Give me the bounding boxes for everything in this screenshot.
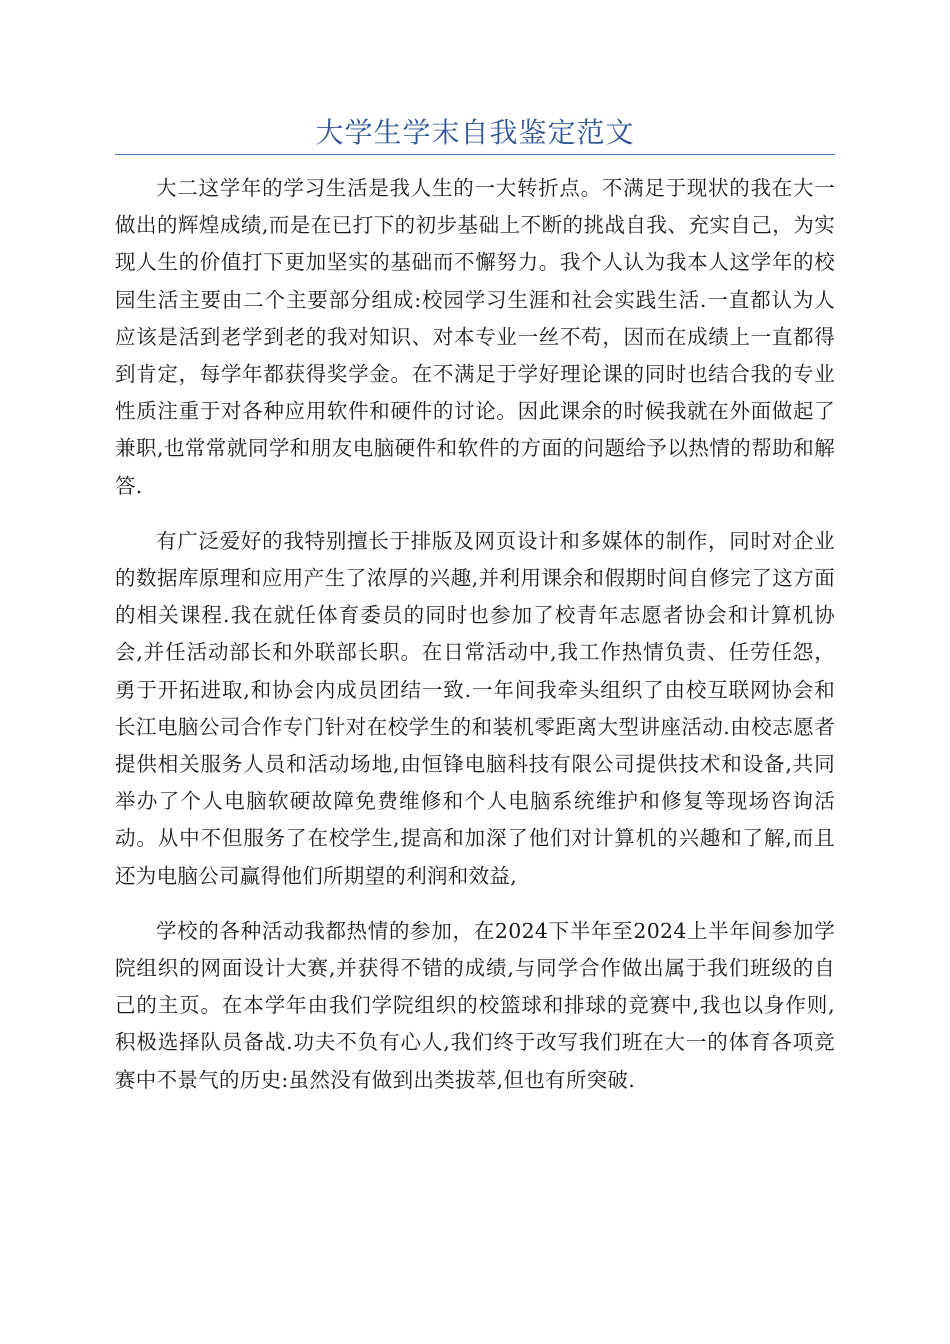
title-underline xyxy=(115,154,835,155)
paragraph-3: 学校的各种活动我都热情的参加，在2024下半年至2024上半年间参加学院组织的网面设计大赛,并获得不错的成绩,与同学合作做出属于我们班级的自己的主页。在本学年由我们学院组织的校篮球和排球的竞赛中,我也以身作则,积极选择队员备战.功夫不负有心人,我们终于改写我们班在大一的体育各项竞赛中不景气的历史:虽然没有做到出类拔萃,但也有所突破. xyxy=(115,918,835,1092)
paragraph-2: 有广泛爱好的我特别擅长于排版及网页设计和多媒体的制作，同时对企业的数据库原理和应用产生了浓厚的兴趣,并利用课余和假期时间自修完了这方面的相关课程.我在就任体育委员的同时也参加了校青年志愿者协会和计算机协会,并任活动部长和外联部长职。在日常活动中,我工作热情负责、任劳任怨，勇于开拓进取,和协会内成员团结一致.一年间我牵头组织了由校互联网协会和长江电脑公司合作专门针对在校学生的和装机零距离大型讲座活动.由校志愿者提供相关服务人员和活动场地,由恒锋电脑科技有限公司提供技术和设备,共同举办了个人电脑软硬故障免费维修和个人电脑系统维护和修复等现场咨询活动。从中不但服务了在校学生,提高和加深了他们对计算机的兴趣和了解,而且还为电脑公司赢得他们所期望的利润和效益, xyxy=(115,528,835,888)
page-title: 大学生学末自我鉴定范文 xyxy=(315,116,635,149)
paragraph-1: 大二这学年的学习生活是我人生的一大转折点。不满足于现状的我在大一做出的辉煌成绩,而是在已打下的初步基础上不断的挑战自我、充实自己，为实现人生的价值打下更加坚实的基础而不懈努力。我个人认为我本人这学年的校园生活主要由二个主要部分组成:校园学习生涯和社会实践生活.一直都认为人应该是活到老学到老的我对知识、对本专业一丝不苟，因而在成绩上一直都得到肯定，每学年都获得奖学金。在不满足于学好理论课的同时也结合我的专业性质注重于对各种应用软件和硬件的讨论。因此课余的时候我就在外面做起了兼职,也常常就同学和朋友电脑硬件和软件的方面的问题给予以热情的帮助和解答. xyxy=(115,176,835,498)
document-body xyxy=(115,170,835,1117)
